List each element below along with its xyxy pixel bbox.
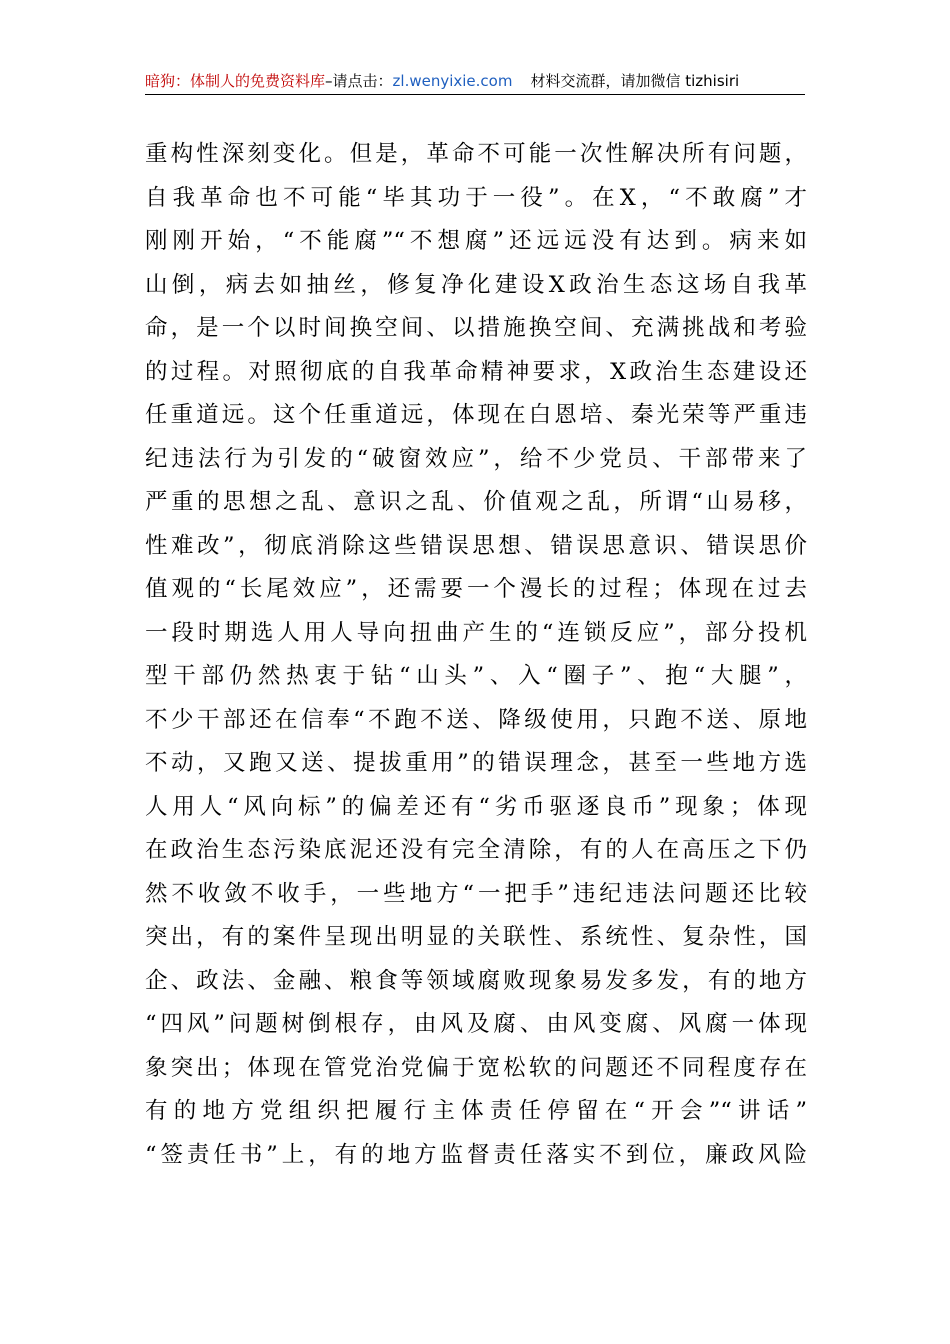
body-line: 命，是一个以时间换空间、以措施换空间、充满挑战和考验: [145, 315, 807, 341]
body-line: 型干部仍然热衷于钻“山头”、入“圈子”、抱“大腿”，: [145, 663, 807, 689]
body-line: 自我革命也不可能“毕其功于一役”。在X，“不敢腐”才: [145, 184, 807, 211]
body-line: 任重道远。这个任重道远，体现在白恩培、秦光荣等严重违: [145, 402, 807, 428]
body-line: 的过程。对照彻底的自我革命精神要求，X政治生态建设还: [145, 358, 807, 385]
header-click-prompt: –请点击：: [325, 72, 393, 90]
body-line: 一段时期选人用人导向扭曲产生的“连锁反应”，部分投机: [145, 619, 807, 646]
header-url-link[interactable]: zl.wenyixie.com: [392, 72, 513, 90]
body-line: 性难改”，彻底消除这些错误思想、错误思意识、错误思价: [145, 532, 807, 559]
body-line: 重构性深刻变化。但是，革命不可能一次性解决所有问题，: [145, 141, 807, 167]
body-line: 值观的“长尾效应”，还需要一个漫长的过程；体现在过去: [145, 576, 807, 602]
body-line: 有的地方党组织把履行主体责任停留在“开会”“讲话”: [145, 1098, 807, 1124]
body-line: 在政治生态污染底泥还没有完全清除，有的人在高压之下仍: [145, 837, 807, 863]
body-line: 人用人“风向标”的偏差还有“劣币驱逐良币”现象；体现: [145, 793, 807, 820]
body-line: “四风”问题树倒根存，由风及腐、由风变腐、风腐一体现: [145, 1011, 807, 1037]
body-line: 严重的思想之乱、意识之乱、价值观之乱，所谓“山易移，: [145, 489, 807, 515]
body-line: 不动，又跑又送、提拔重用”的错误理念，甚至一些地方选: [145, 750, 807, 776]
header-group-note: 材料交流群，请加微信 tizhisiri: [530, 72, 740, 90]
body-line: 刚刚开始，“不能腐”“不想腐”还远远没有达到。病来如: [145, 228, 807, 254]
body-line: 然不收敛不收手，一些地方“一把手”违纪违法问题还比较: [145, 880, 807, 907]
body-line: 纪违法行为引发的“破窗效应”，给不少党员、干部带来了: [145, 445, 807, 472]
body-line: 象突出；体现在管党治党偏于宽松软的问题还不同程度存在: [145, 1054, 807, 1081]
body-line: 企、政法、金融、粮食等领域腐败现象易发多发，有的地方: [145, 967, 807, 994]
document-header: [145, 70, 805, 95]
body-line: 不少干部还在信奉“不跑不送、降级使用，只跑不送、原地: [145, 706, 807, 733]
header-site-name: 暗狗：体制人的免费资料库: [145, 72, 326, 90]
body-line: 山倒，病去如抽丝，修复净化建设X政治生态这场自我革: [145, 271, 807, 298]
document-body: [145, 133, 807, 1177]
body-line: 突出，有的案件呈现出明显的关联性、系统性、复杂性，国: [145, 924, 807, 950]
body-line: “签责任书”上，有的地方监督责任落实不到位，廉政风险: [145, 1141, 807, 1168]
